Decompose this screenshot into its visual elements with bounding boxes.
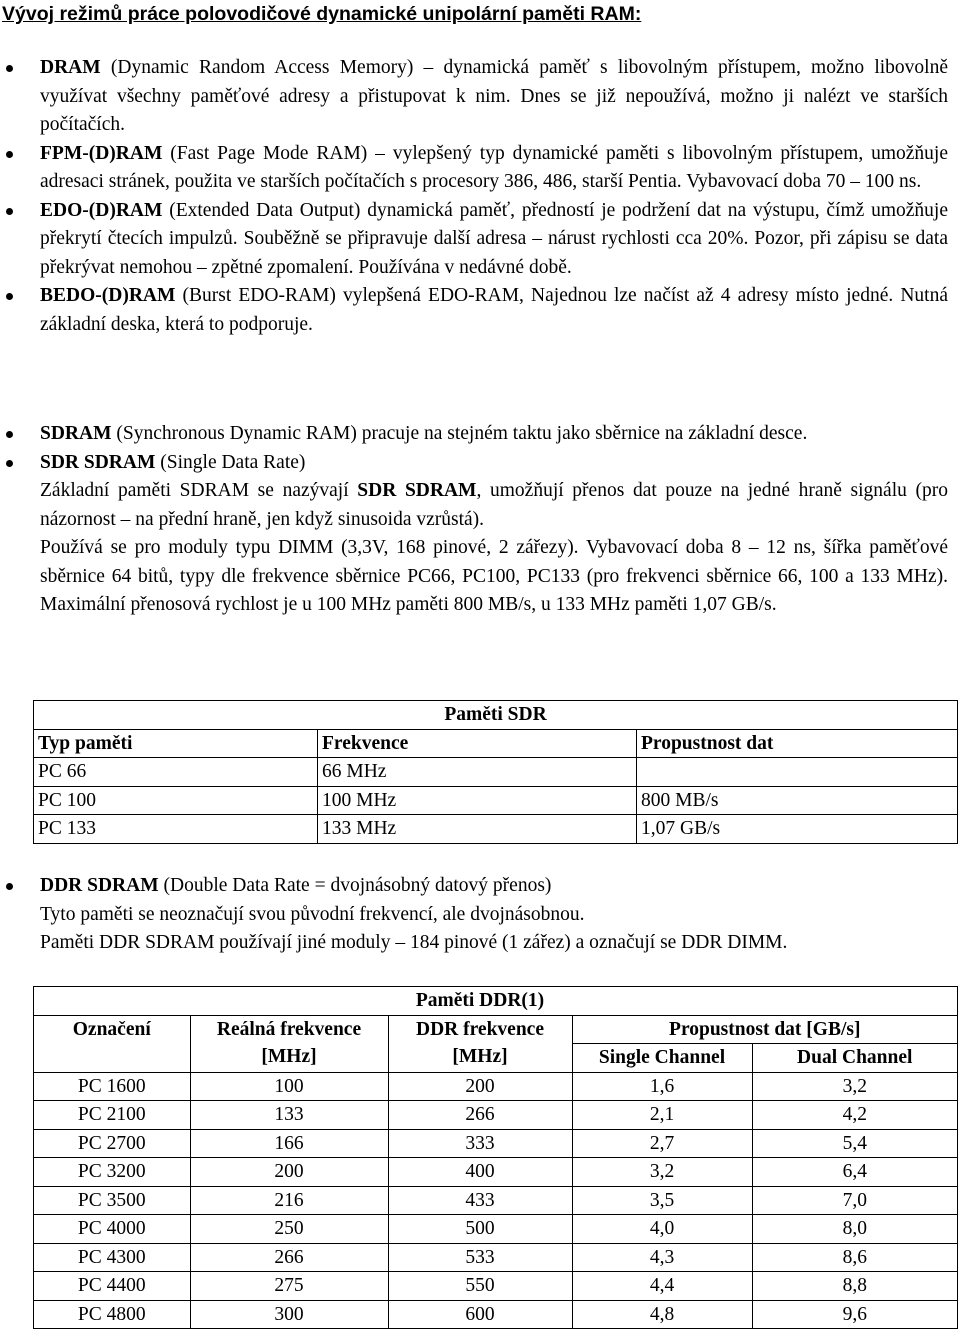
list-item-sdram xyxy=(0,420,960,449)
ddr-header-throughput: Propustnost dat [GB/s] xyxy=(572,1015,958,1044)
table-row xyxy=(34,1243,958,1272)
table-cell: 200 xyxy=(190,1158,388,1187)
table-cell: 266 xyxy=(388,1101,572,1130)
table-row xyxy=(34,758,958,787)
table-cell: 5,4 xyxy=(752,1129,958,1158)
ddr-table-body xyxy=(34,1072,958,1329)
table-cell: 300 xyxy=(190,1300,388,1329)
term-ddr-sdram: DDR SDRAM xyxy=(40,875,159,896)
table-cell: 2,1 xyxy=(572,1101,752,1130)
table-cell: PC 66 xyxy=(34,758,318,787)
sdr-header-throughput: Propustnost dat xyxy=(637,729,958,758)
table-cell: 533 xyxy=(388,1243,572,1272)
ram-types-list xyxy=(0,54,960,339)
table-row xyxy=(34,1072,958,1101)
table-row xyxy=(34,1186,958,1215)
table-cell: 100 MHz xyxy=(318,786,637,815)
table-cell xyxy=(637,758,958,787)
ddr-heading-rest: (Double Data Rate = dvojnásobný datový přenos) xyxy=(158,875,552,896)
table-cell: PC 4400 xyxy=(34,1272,191,1301)
sdr-table xyxy=(33,700,958,844)
table-cell: 4,0 xyxy=(572,1215,752,1244)
table-cell: 4,4 xyxy=(572,1272,752,1301)
table-cell: 1,07 GB/s xyxy=(637,815,958,844)
table-row xyxy=(34,1158,958,1187)
table-cell: 200 xyxy=(388,1072,572,1101)
ddr-list xyxy=(0,872,960,958)
table-cell: 275 xyxy=(190,1272,388,1301)
table-cell: 3,5 xyxy=(572,1186,752,1215)
table-row xyxy=(34,1300,958,1329)
table-cell: 6,4 xyxy=(752,1158,958,1187)
table-cell: 9,6 xyxy=(752,1300,958,1329)
sdr-p1-term: SDR SDRAM xyxy=(357,480,477,501)
table-cell: PC 4300 xyxy=(34,1243,191,1272)
table-cell: 100 xyxy=(190,1072,388,1101)
table-cell: 1,6 xyxy=(572,1072,752,1101)
table-cell: 7,0 xyxy=(752,1186,958,1215)
table-row xyxy=(34,1129,958,1158)
table-cell: 4,2 xyxy=(752,1101,958,1130)
table-cell: PC 3500 xyxy=(34,1186,191,1215)
table-row xyxy=(34,1215,958,1244)
table-cell: 8,0 xyxy=(752,1215,958,1244)
table-cell: 800 MB/s xyxy=(637,786,958,815)
table-cell: 500 xyxy=(388,1215,572,1244)
ddr-table xyxy=(33,986,958,1329)
table-cell: PC 133 xyxy=(34,815,318,844)
ddr-table-caption: Paměti DDR(1) xyxy=(388,987,572,1016)
ddr-header-ddr-freq: DDR frekvence [MHz] xyxy=(388,1015,572,1072)
table-row xyxy=(34,1272,958,1301)
ddr-paragraph-2: Paměti DDR SDRAM používají jiné moduly – 184 pinové (1 zářez) a označují se DDR DIMM. xyxy=(40,932,788,953)
desc-sdram: (Synchronous Dynamic RAM) pracuje na stejném taktu jako sběrnice na základní desce. xyxy=(111,423,808,444)
table-cell: 4,8 xyxy=(572,1300,752,1329)
table-cell: 400 xyxy=(388,1158,572,1187)
desc-dram: (Dynamic Random Access Memory) – dynamická paměť s libovolným přístupem, možno libovolně využívat všechny paměťové adresy a přistupovat k nim. Dnes se již nepoužívá, možno ji nalézt ve starších počítačích. xyxy=(40,57,948,135)
sdr-header-type: Typ paměti xyxy=(34,729,318,758)
table-cell: PC 2700 xyxy=(34,1129,191,1158)
list-item-bedo xyxy=(0,282,960,339)
table-cell: 216 xyxy=(190,1186,388,1215)
sdr-header-freq: Frekvence xyxy=(318,729,637,758)
table-cell: 66 MHz xyxy=(318,758,637,787)
sdr-p1-text-a: Základní paměti SDRAM se nazývají xyxy=(40,480,358,501)
sdr-p1-text-c: , umožňují přenos dat pouze na jedné hraně signálu (pro názornost – na přední hraně, jen když sinusoida vzrůstá). xyxy=(40,480,949,530)
table-row xyxy=(34,1101,958,1130)
table-cell: 250 xyxy=(190,1215,388,1244)
table-row xyxy=(34,786,958,815)
table-cell: 3,2 xyxy=(752,1072,958,1101)
term-dram: DRAM xyxy=(40,57,101,78)
sdr-paragraph-1 xyxy=(40,477,948,534)
table-cell: 3,2 xyxy=(572,1158,752,1187)
table-cell: 2,7 xyxy=(572,1129,752,1158)
page-title: Vývoj režimů práce polovodičové dynamické unipolární paměti RAM: xyxy=(2,3,642,25)
table-cell: PC 2100 xyxy=(34,1101,191,1130)
desc-bedo: (Burst EDO-RAM) vylepšená EDO-RAM, Najednou lze načíst až 4 adresy místo jedné. Nutná základní deska, která to podporuje. xyxy=(40,285,948,335)
ddr-header-label: Označení xyxy=(34,1015,191,1072)
list-item-sdr-sdram xyxy=(0,449,960,620)
table-cell: 333 xyxy=(388,1129,572,1158)
term-edo: EDO-(D)RAM xyxy=(40,199,163,221)
table-cell: PC 4800 xyxy=(34,1300,191,1329)
desc-edo: (Extended Data Output) dynamická paměť, předností je podržení dat na výstupu, čímž umožňuje překrytí čtecích impulzů. Souběžně se připravuje další adresa – nárust rychlosti cca 20%. Pozor, při zápisu se data překrývat nemohou – zpětné zpomalení. Používána v nedávné době. xyxy=(40,199,948,278)
table-cell: PC 100 xyxy=(34,786,318,815)
table-cell: 133 xyxy=(190,1101,388,1130)
table-cell: PC 1600 xyxy=(34,1072,191,1101)
list-item-fpm xyxy=(0,140,960,197)
sdr-paragraph-2: Používá se pro moduly typu DIMM (3,3V, 168 pinové, 2 zářezy). Vybavovací doba 8 – 12 ns, šířka paměťové sběrnice 64 bitů, typy dle frekvence sběrnice PC66, PC100, PC133 (pro frekvenci sběrnice 66, 100 a 133 MHz). Maximální přenosová rychlost je u 100 MHz paměti 800 MB/s, u 133 MHz paměti 1,07 GB/s. xyxy=(40,537,948,615)
list-item-ddr-sdram xyxy=(0,872,960,958)
ddr-header-dual: Dual Channel xyxy=(752,1044,958,1073)
term-sdr-sdram: SDR SDRAM xyxy=(40,451,156,473)
sdr-table-caption: Paměti SDR xyxy=(34,701,958,730)
table-cell: PC 4000 xyxy=(34,1215,191,1244)
table-cell: PC 3200 xyxy=(34,1158,191,1187)
table-row xyxy=(34,815,958,844)
table-cell: 550 xyxy=(388,1272,572,1301)
table-cell: 600 xyxy=(388,1300,572,1329)
term-sdram: SDRAM xyxy=(40,423,112,444)
table-cell: 133 MHz xyxy=(318,815,637,844)
list-item-dram xyxy=(0,54,960,140)
table-cell: 433 xyxy=(388,1186,572,1215)
term-fpm: FPM-(D)RAM xyxy=(40,142,163,164)
table-cell: 266 xyxy=(190,1243,388,1272)
table-cell: 4,3 xyxy=(572,1243,752,1272)
ddr-header-real-freq: Reálná frekvence [MHz] xyxy=(190,1015,388,1072)
sdram-list xyxy=(0,420,960,620)
list-item-edo xyxy=(0,197,960,283)
table-cell: 166 xyxy=(190,1129,388,1158)
sdr-heading-rest: (Single Data Rate) xyxy=(155,451,306,473)
ddr-paragraph-1: Tyto paměti se neoznačují svou původní frekvencí, ale dvojnásobnou. xyxy=(40,903,585,925)
table-cell: 8,6 xyxy=(752,1243,958,1272)
ddr-header-single: Single Channel xyxy=(572,1044,752,1073)
desc-fpm: (Fast Page Mode RAM) – vylepšený typ dynamické paměti s libovolným přístupem, umožňuje adresaci stránek, použita ve starších počítačích s procesory 386, 486, starší Pentia. Vybavovací doba 70 – 100 ns. xyxy=(40,142,948,192)
term-bedo: BEDO-(D)RAM xyxy=(40,285,176,306)
table-cell: 8,8 xyxy=(752,1272,958,1301)
